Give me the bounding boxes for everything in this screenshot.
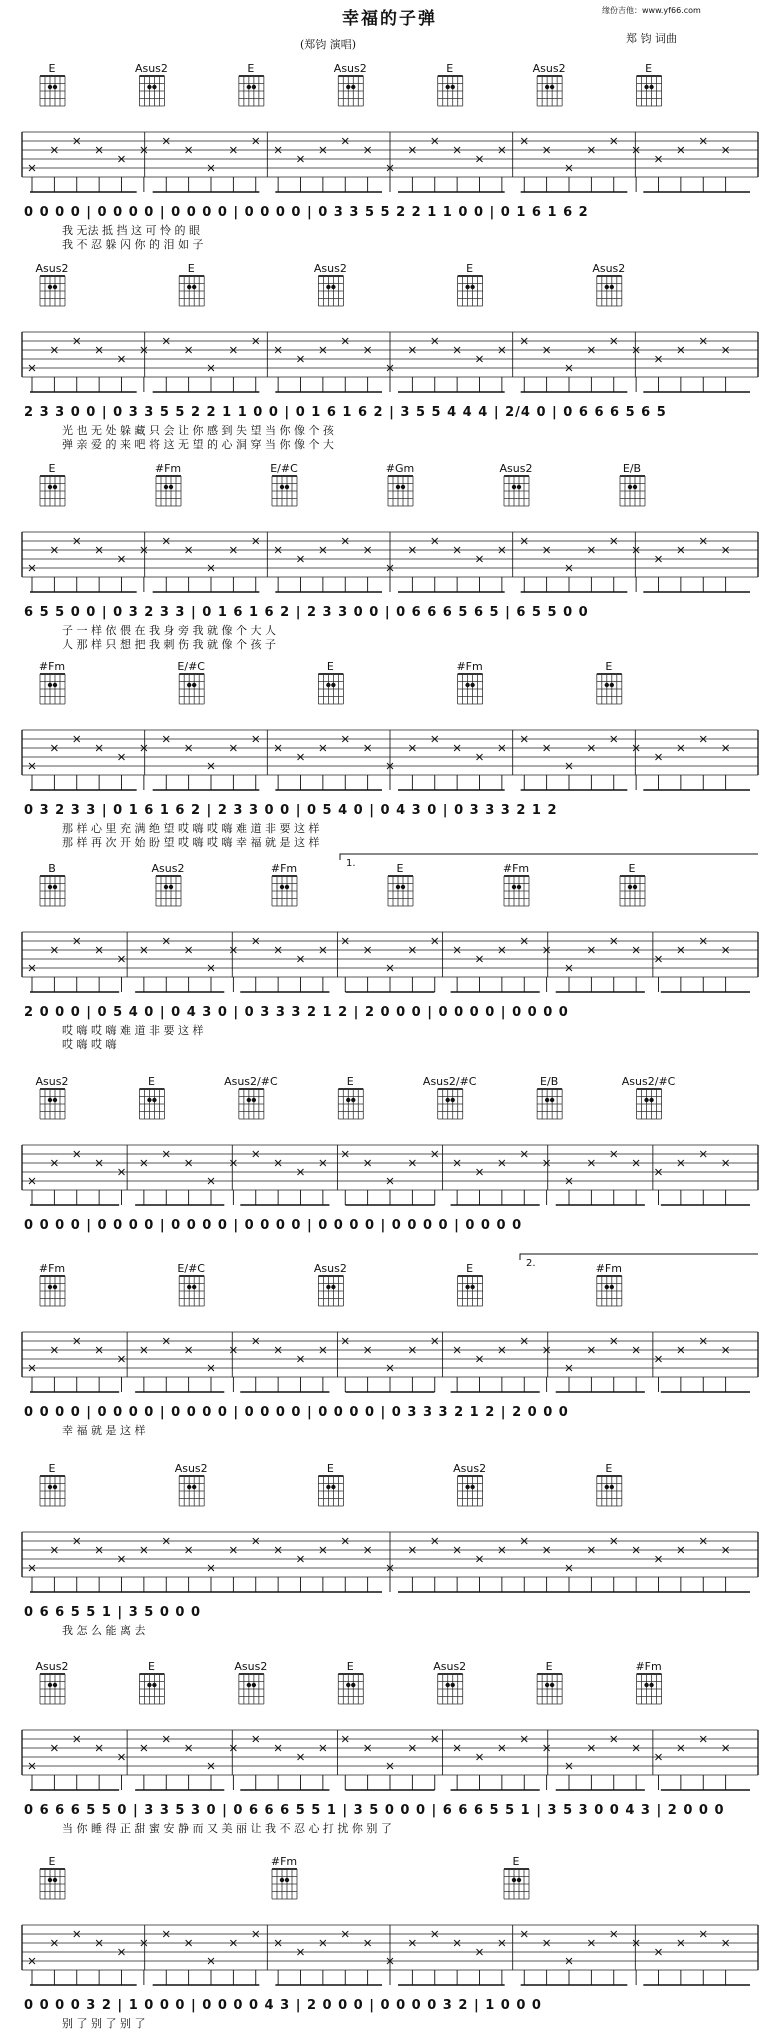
- singer-credit: (郑钧 演唱): [300, 38, 357, 51]
- chord-name: Asus2: [35, 1660, 69, 1673]
- jianpu-notation: 0 0 0 0 3 2 | 1 0 0 0 | 0 0 0 0 4 3 | 2 0 0 0 | 0 0 0 0 3 2 | 1 0 0 0: [24, 1998, 542, 2013]
- finger-dot: [545, 85, 549, 89]
- chord-diagram: [179, 1476, 204, 1506]
- finger-dot: [164, 485, 168, 489]
- chord-name: E/#C: [177, 660, 205, 673]
- chord-name: Asus2: [313, 262, 347, 275]
- chord-diagram: [438, 1089, 463, 1119]
- finger-dot: [605, 285, 609, 289]
- finger-dot: [53, 683, 57, 687]
- finger-dot: [331, 285, 335, 289]
- finger-dot: [152, 1683, 156, 1687]
- finger-dot: [346, 85, 350, 89]
- chord-name: E: [247, 62, 255, 75]
- finger-dot: [512, 485, 516, 489]
- finger-dot: [326, 1485, 330, 1489]
- chord-diagram: [272, 1869, 297, 1899]
- chord-name: Asus2/#C: [621, 1075, 676, 1088]
- chord-name: Asus2: [453, 1462, 487, 1475]
- finger-dot: [326, 683, 330, 687]
- chord-name: B: [48, 862, 56, 875]
- chord-diagram: [40, 76, 65, 106]
- finger-dot: [628, 885, 632, 889]
- chord-diagram: [156, 876, 181, 906]
- chord-diagram: [388, 476, 413, 506]
- lyrics-verse-2: 人 那 样 只 想 把 我 刺 伤 我 就 像 个 孩 子: [62, 638, 276, 651]
- chord-name: #Fm: [38, 1262, 66, 1275]
- chord-diagram: [40, 1476, 65, 1506]
- chord-diagram: [179, 276, 204, 306]
- finger-dot: [280, 885, 284, 889]
- chord-diagram: [504, 476, 529, 506]
- chord-diagram: [620, 876, 645, 906]
- finger-dot: [605, 1285, 609, 1289]
- finger-dot: [644, 85, 648, 89]
- chord-name: #Fm: [270, 1855, 298, 1868]
- chord-diagram: [458, 1276, 483, 1306]
- chord-diagram: [458, 1476, 483, 1506]
- finger-dot: [187, 1485, 191, 1489]
- chord-diagram: [318, 1476, 343, 1506]
- finger-dot: [346, 1098, 350, 1102]
- finger-dot: [48, 85, 52, 89]
- chord-name: E: [396, 862, 404, 875]
- chord-name: Asus2/#C: [224, 1075, 278, 1088]
- finger-dot: [605, 1485, 609, 1489]
- finger-dot: [53, 1285, 57, 1289]
- finger-dot: [326, 1285, 330, 1289]
- chord-name: E/B: [540, 1075, 559, 1088]
- chord-name: E: [645, 62, 653, 75]
- chord-diagram: [239, 76, 264, 106]
- chord-name: E/#C: [177, 1262, 205, 1275]
- jianpu-notation: 2 3 3 0 0 | 0 3 3 5 5 2 2 1 1 0 0 | 0 1 6 1 6 2 | 3 5 5 4 4 4 | 2/4 0 | 0 6 6 6 5 6 5: [24, 405, 667, 420]
- jianpu-notation: 0 3 2 3 3 | 0 1 6 1 6 2 | 2 3 3 0 0 | 0 5 4 0 | 0 4 3 0 | 0 3 3 3 2 1 2: [24, 803, 558, 818]
- finger-dot: [517, 485, 521, 489]
- chord-diagram: [597, 1276, 622, 1306]
- jianpu-notation: 0 0 0 0 | 0 0 0 0 | 0 0 0 0 | 0 0 0 0 | 0 3 3 5 5 2 2 1 1 0 0 | 0 1 6 1 6 2: [24, 205, 589, 220]
- chord-diagram: [40, 674, 65, 704]
- jianpu-notation: 6 5 5 0 0 | 0 3 2 3 3 | 0 1 6 1 6 2 | 2 3 3 0 0 | 0 6 6 6 5 6 5 | 6 5 5 0 0: [24, 605, 589, 620]
- tab-system: [22, 62, 758, 251]
- lyrics-verse-1: 哎 嗨 哎 嗨 难 道 非 要 这 样: [62, 1024, 204, 1037]
- finger-dot: [169, 485, 173, 489]
- chord-name: #Fm: [154, 462, 182, 475]
- finger-dot: [644, 1683, 648, 1687]
- chord-diagram: [40, 1674, 65, 1704]
- chord-name: #Fm: [502, 862, 530, 875]
- jianpu-notation: 0 0 0 0 | 0 0 0 0 | 0 0 0 0 | 0 0 0 0 | 0 0 0 0 | 0 0 0 0 | 0 0 0 0: [24, 1218, 523, 1233]
- chord-name: E/#C: [270, 462, 298, 475]
- chord-diagram: [438, 76, 463, 106]
- finger-dot: [633, 485, 637, 489]
- chord-diagram: [637, 1089, 662, 1119]
- finger-dot: [550, 85, 554, 89]
- chord-name: E: [326, 660, 334, 673]
- lyrics-verse-2: 我 不 忍 躲 闪 你 的 泪 如 子: [62, 238, 204, 251]
- finger-dot: [285, 885, 289, 889]
- finger-dot: [152, 1098, 156, 1102]
- chord-name: E: [545, 1660, 553, 1673]
- finger-dot: [48, 683, 52, 687]
- chord-name: Asus2: [134, 62, 168, 75]
- chord-diagram: [597, 674, 622, 704]
- finger-dot: [545, 1683, 549, 1687]
- chord-diagram: [318, 1276, 343, 1306]
- chord-name: Asus2/#C: [422, 1075, 477, 1088]
- tab-system: [22, 1254, 758, 1437]
- finger-dot: [247, 85, 251, 89]
- tab-system: [22, 1462, 758, 1637]
- finger-dot: [446, 1098, 450, 1102]
- finger-dot: [187, 285, 191, 289]
- chord-name: Asus2: [592, 262, 626, 275]
- finger-dot: [517, 1878, 521, 1882]
- chord-diagram: [179, 674, 204, 704]
- finger-dot: [633, 885, 637, 889]
- chord-name: Asus2: [234, 1660, 268, 1673]
- chord-name: E: [147, 1660, 155, 1673]
- source-credit: 缘份吉他：www.yf66.com: [602, 6, 701, 15]
- finger-dot: [512, 1878, 516, 1882]
- finger-dot: [465, 683, 469, 687]
- chord-name: E: [147, 1075, 155, 1088]
- finger-dot: [396, 885, 400, 889]
- finger-dot: [446, 85, 450, 89]
- chord-diagram: [597, 276, 622, 306]
- finger-dot: [192, 683, 196, 687]
- finger-dot: [470, 683, 474, 687]
- finger-dot: [470, 1485, 474, 1489]
- chord-diagram: [537, 1089, 562, 1119]
- finger-dot: [331, 683, 335, 687]
- chord-diagram: [458, 674, 483, 704]
- tab-system: [22, 854, 758, 1051]
- chord-name: #Fm: [270, 862, 298, 875]
- finger-dot: [252, 1683, 256, 1687]
- finger-dot: [247, 1683, 251, 1687]
- chord-name: E: [466, 262, 474, 275]
- chord-diagram: [40, 476, 65, 506]
- finger-dot: [550, 1098, 554, 1102]
- chord-name: E: [346, 1660, 354, 1673]
- finger-dot: [48, 485, 52, 489]
- finger-dot: [610, 1485, 614, 1489]
- finger-dot: [451, 85, 455, 89]
- finger-dot: [401, 885, 405, 889]
- finger-dot: [280, 1878, 284, 1882]
- chord-name: E: [187, 262, 195, 275]
- finger-dot: [53, 1878, 57, 1882]
- chord-name: Asus2: [313, 1262, 347, 1275]
- chord-name: E: [512, 1855, 520, 1868]
- chord-diagram: [40, 876, 65, 906]
- tab-system: [22, 660, 758, 849]
- lyrics-verse-1: 子 一 样 依 偎 在 我 身 旁 我 就 像 个 大 人: [62, 624, 276, 637]
- chord-name: E: [48, 1855, 56, 1868]
- chord-diagram: [139, 76, 164, 106]
- chord-name: #Gm: [385, 462, 415, 475]
- finger-dot: [53, 85, 57, 89]
- finger-dot: [396, 485, 400, 489]
- finger-dot: [605, 683, 609, 687]
- lyrics-verse-1: 幸 福 就 是 这 样: [62, 1424, 146, 1437]
- chord-diagram: [272, 876, 297, 906]
- finger-dot: [610, 285, 614, 289]
- chord-name: Asus2: [433, 1660, 467, 1673]
- finger-dot: [48, 1098, 52, 1102]
- finger-dot: [48, 1285, 52, 1289]
- finger-dot: [649, 1098, 653, 1102]
- finger-dot: [48, 1683, 52, 1687]
- finger-dot: [285, 1878, 289, 1882]
- chord-diagram: [537, 76, 562, 106]
- finger-dot: [247, 1098, 251, 1102]
- finger-dot: [53, 1485, 57, 1489]
- finger-dot: [53, 285, 57, 289]
- finger-dot: [470, 285, 474, 289]
- chord-name: E: [48, 62, 56, 75]
- lyrics-verse-1: 我 怎 么 能 离 去: [62, 1624, 146, 1637]
- chord-diagram: [239, 1089, 264, 1119]
- chord-name: E: [326, 1462, 334, 1475]
- lyrics-verse-1: 我 无法 抵 挡 这 可 怜 的 眼: [62, 224, 200, 237]
- finger-dot: [331, 1485, 335, 1489]
- finger-dot: [465, 1285, 469, 1289]
- finger-dot: [446, 1683, 450, 1687]
- chord-diagram: [139, 1089, 164, 1119]
- finger-dot: [545, 1098, 549, 1102]
- finger-dot: [169, 885, 173, 889]
- chord-diagram: [179, 1276, 204, 1306]
- finger-dot: [628, 485, 632, 489]
- finger-dot: [644, 1098, 648, 1102]
- jianpu-notation: 2 0 0 0 | 0 5 4 0 | 0 4 3 0 | 0 3 3 3 2 1 2 | 2 0 0 0 | 0 0 0 0 | 0 0 0 0: [24, 1005, 569, 1020]
- finger-dot: [252, 1098, 256, 1102]
- finger-dot: [48, 285, 52, 289]
- finger-dot: [192, 1485, 196, 1489]
- finger-dot: [192, 285, 196, 289]
- volta-bracket: [340, 854, 758, 860]
- chord-name: Asus2: [532, 62, 566, 75]
- tab-system: [22, 462, 758, 651]
- finger-dot: [401, 485, 405, 489]
- jianpu-notation: 0 0 0 0 | 0 0 0 0 | 0 0 0 0 | 0 0 0 0 | 0 0 0 0 | 0 3 3 3 2 1 2 | 2 0 0 0: [24, 1405, 569, 1420]
- chord-diagram: [620, 476, 645, 506]
- finger-dot: [48, 1485, 52, 1489]
- chord-name: E: [605, 1462, 613, 1475]
- chord-diagram: [156, 476, 181, 506]
- lyrics-verse-1: 别 了 别 了 别 了: [62, 2017, 146, 2030]
- chord-diagram: [438, 1674, 463, 1704]
- lyrics-verse-1: 光 也 无 处 躲 藏 只 会 让 你 感 到 失 望 当 你 像 个 孩: [62, 424, 334, 437]
- chord-name: E: [605, 660, 613, 673]
- chord-name: E: [48, 462, 56, 475]
- finger-dot: [285, 485, 289, 489]
- chord-diagram: [40, 276, 65, 306]
- lyrics-verse-2: 哎 嗨 哎 嗨: [62, 1038, 117, 1051]
- finger-dot: [326, 285, 330, 289]
- chord-diagram: [40, 1869, 65, 1899]
- finger-dot: [512, 885, 516, 889]
- chord-name: Asus2: [151, 862, 185, 875]
- finger-dot: [451, 1098, 455, 1102]
- finger-dot: [465, 1485, 469, 1489]
- finger-dot: [610, 1285, 614, 1289]
- chord-diagram: [637, 1674, 662, 1704]
- chord-diagram: [139, 1674, 164, 1704]
- chord-diagram: [637, 76, 662, 106]
- chord-diagram: [537, 1674, 562, 1704]
- chord-diagram: [388, 876, 413, 906]
- jianpu-notation: 0 6 6 5 5 1 | 3 5 0 0 0: [24, 1605, 202, 1620]
- chord-diagram: [458, 276, 483, 306]
- tab-system: [22, 1660, 758, 1835]
- lyrics-verse-1: 当 你 睡 得 正 甜 蜜 安 静 而 又 美 丽 让 我 不 忍 心 打 扰 你 别 了: [62, 1822, 392, 1835]
- chord-name: #Fm: [456, 660, 483, 673]
- tab-system: [22, 1075, 758, 1233]
- finger-dot: [53, 1098, 57, 1102]
- chord-diagram: [239, 1674, 264, 1704]
- finger-dot: [470, 1285, 474, 1289]
- chord-diagram: [597, 1476, 622, 1506]
- chord-name: #Fm: [38, 660, 66, 673]
- chord-diagram: [504, 876, 529, 906]
- finger-dot: [649, 1683, 653, 1687]
- chord-name: Asus2: [35, 1075, 69, 1088]
- finger-dot: [147, 85, 151, 89]
- chord-name: E: [446, 62, 454, 75]
- finger-dot: [147, 1098, 151, 1102]
- chord-diagram: [272, 476, 297, 506]
- chord-diagram: [318, 674, 343, 704]
- finger-dot: [351, 85, 355, 89]
- chord-diagram: [338, 1674, 363, 1704]
- chord-name: E: [48, 1462, 56, 1475]
- finger-dot: [610, 683, 614, 687]
- finger-dot: [187, 1285, 191, 1289]
- finger-dot: [451, 1683, 455, 1687]
- chord-name: E: [346, 1075, 354, 1088]
- finger-dot: [187, 683, 191, 687]
- finger-dot: [649, 85, 653, 89]
- chord-diagram: [40, 1276, 65, 1306]
- chord-diagram: [40, 1089, 65, 1119]
- finger-dot: [53, 485, 57, 489]
- lyrics-verse-1: 那 样 心 里 充 满 绝 望 哎 嗨 哎 嗨 难 道 非 要 这 样: [62, 822, 320, 835]
- finger-dot: [53, 885, 57, 889]
- chord-name: Asus2: [174, 1462, 208, 1475]
- chord-diagram: [338, 1089, 363, 1119]
- finger-dot: [147, 1683, 151, 1687]
- chord-diagram: [318, 276, 343, 306]
- lyrics-verse-2: 那 样 再 次 开 始 盼 望 哎 嗨 哎 嗨 幸 福 就 是 这 样: [62, 836, 320, 849]
- song-title: 幸福的子弹: [342, 9, 437, 29]
- finger-dot: [465, 285, 469, 289]
- tab-system: [22, 1855, 758, 2030]
- finger-dot: [53, 1683, 57, 1687]
- volta-number: 2.: [526, 1258, 536, 1269]
- composer-credit: 郑 钧 词曲: [626, 32, 677, 45]
- finger-dot: [351, 1098, 355, 1102]
- chord-name: Asus2: [35, 262, 69, 275]
- finger-dot: [48, 885, 52, 889]
- finger-dot: [550, 1683, 554, 1687]
- tab-system: [22, 262, 758, 451]
- finger-dot: [351, 1683, 355, 1687]
- chord-name: #Fm: [635, 1660, 662, 1673]
- finger-dot: [164, 885, 168, 889]
- finger-dot: [346, 1683, 350, 1687]
- lyrics-verse-2: 弹 亲 爱 的 来 吧 将 这 无 望 的 心 洞 穿 当 你 像 个 大: [62, 438, 334, 451]
- chord-diagram: [338, 76, 363, 106]
- finger-dot: [152, 85, 156, 89]
- chord-name: Asus2: [499, 462, 533, 475]
- finger-dot: [331, 1285, 335, 1289]
- chord-name: E: [466, 1262, 474, 1275]
- chord-name: #Fm: [595, 1262, 622, 1275]
- finger-dot: [252, 85, 256, 89]
- finger-dot: [517, 885, 521, 889]
- chord-name: Asus2: [333, 62, 367, 75]
- jianpu-notation: 0 6 6 6 5 5 0 | 3 3 5 3 0 | 0 6 6 6 5 5 1 | 3 5 0 0 0 | 6 6 6 5 5 1 | 3 5 3 0 0 4 3 | 2 0 0 0: [24, 1803, 725, 1818]
- volta-bracket: [520, 1254, 758, 1260]
- finger-dot: [192, 1285, 196, 1289]
- chord-diagram: [504, 1869, 529, 1899]
- volta-number: 1.: [346, 858, 356, 869]
- finger-dot: [48, 1878, 52, 1882]
- chord-name: E: [628, 862, 636, 875]
- finger-dot: [280, 485, 284, 489]
- chord-name: E/B: [622, 462, 642, 475]
